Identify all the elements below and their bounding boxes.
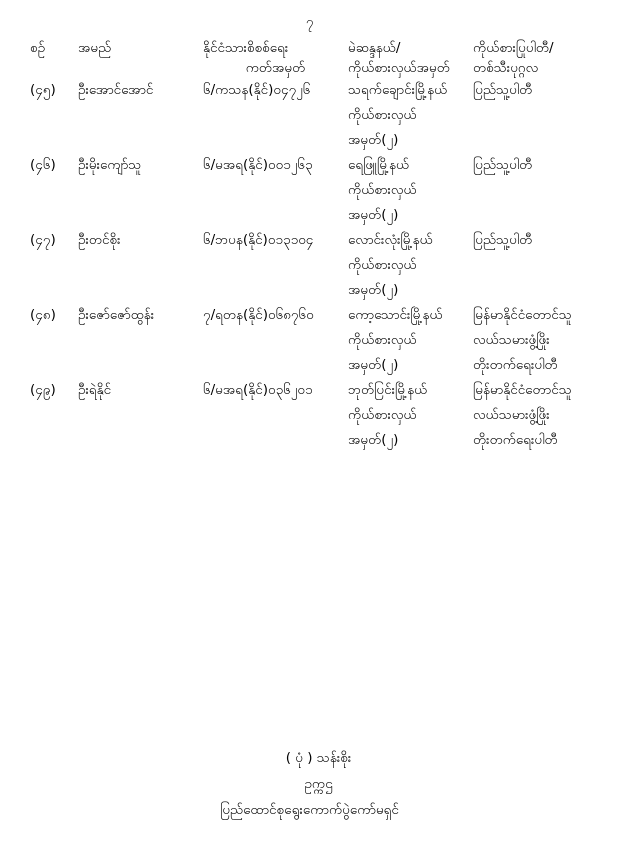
column-header-party-line-2: တစ်သီးပုဂ္ဂလ	[473, 60, 539, 76]
cell-nrc: ၇/ရတန(နိုင်)၀၆၈၇၆၀	[203, 307, 314, 323]
cell-no: (၄၈)	[30, 307, 56, 323]
cell-constituency-line: အမှတ်(၂)	[348, 432, 399, 448]
column-header-constituency	[348, 38, 473, 78]
table-row	[30, 153, 613, 228]
cell-constituency-line: ကိုယ်စားလှယ်	[348, 257, 417, 273]
signatory-organization: ပြည်ထောင်စုရွေးကောက်ပွဲကော်မရှင်	[220, 802, 399, 818]
representatives-table	[30, 38, 613, 453]
cell-constituency-line: ဘုတ်ပြင်းမြို့နယ်	[348, 382, 428, 398]
cell-constituency	[348, 78, 473, 153]
cell-party-line: မြန်မာနိုင်ငံတောင်သူ	[473, 307, 572, 323]
cell-constituency	[348, 153, 473, 228]
cell-party-line: တိုးတက်ရေးပါတီ	[473, 357, 558, 373]
table-header-row	[30, 38, 613, 78]
cell-constituency	[348, 303, 473, 378]
cell-constituency-line: လောင်းလုံးမြို့နယ်	[348, 232, 433, 248]
cell-constituency-line: ကိုယ်စားလှယ်	[348, 332, 417, 348]
cell-party	[473, 303, 613, 378]
column-header-name-line-1: အမည်	[78, 40, 112, 56]
column-header-party	[473, 38, 613, 78]
cell-no: (၄၆)	[30, 157, 56, 173]
column-header-name	[78, 38, 203, 78]
cell-constituency-line: ကော့သောင်းမြို့နယ်	[348, 307, 443, 323]
signatory-title: ဥက္ကဌ	[304, 776, 333, 792]
table-row	[30, 303, 613, 378]
column-header-constituency-line-1: မဲဆန္ဒနယ်/	[348, 40, 401, 56]
table-row	[30, 78, 613, 153]
cell-nrc: ၆/မအရ(နိုင်)၀၃၆၂၀၁	[203, 382, 313, 398]
cell-party-line: ပြည်သူ့ပါတီ	[473, 82, 533, 98]
column-header-nrc	[203, 38, 348, 78]
table-body	[30, 78, 613, 453]
signatory-name: ( ပုံ ) သန်းစိုး	[285, 750, 352, 766]
signature-block	[0, 745, 619, 823]
cell-name: ဦးရဲနိုင်	[78, 382, 112, 398]
column-header-nrc-line-1: နိုင်ငံသားစိစစ်ရေး	[203, 40, 289, 56]
cell-constituency-line: အမှတ်(၂)	[348, 207, 399, 223]
cell-constituency-line: အမှတ်(၂)	[348, 357, 399, 373]
cell-nrc: ၆/ကသန(နိုင်)၀၄၇၂၆	[203, 82, 311, 98]
cell-constituency-line: ကိုယ်စားလှယ်	[348, 407, 417, 423]
cell-party	[473, 153, 613, 228]
cell-constituency-line: သရက်ချောင်းမြို့နယ်	[348, 82, 448, 98]
cell-constituency-line: ကိုယ်စားလှယ်	[348, 182, 417, 198]
cell-no: (၄၅)	[30, 82, 56, 98]
cell-party-line: လယ်သမားဖွံ့ဖြိုး	[473, 332, 550, 348]
cell-constituency-line: အမှတ်(၂)	[348, 132, 399, 148]
cell-party	[473, 378, 613, 453]
cell-nrc: ၆/မအရ(နိုင်)၀၀၁၂၆၃	[203, 157, 313, 173]
column-header-nrc-line-2: ကတ်အမှတ်	[245, 60, 306, 76]
column-header-no	[30, 38, 78, 78]
table-header	[30, 38, 613, 78]
cell-no: (၄၇)	[30, 232, 56, 248]
column-header-constituency-line-2: ကိုယ်စားလှယ်အမှတ်	[348, 60, 450, 76]
column-header-no-line-1: စဥ်	[30, 40, 46, 56]
cell-party	[473, 228, 613, 303]
cell-party-line: လယ်သမားဖွံ့ဖြိုး	[473, 407, 550, 423]
cell-constituency	[348, 378, 473, 453]
column-header-party-line-1: ကိုယ်စားပြုပါတီ/	[473, 40, 554, 56]
cell-name: ဦးတင်စိုး	[78, 232, 121, 248]
page-number: ၇	[305, 15, 314, 30]
table-row	[30, 378, 613, 453]
cell-nrc: ၆/ဘပန(နိုင်)၀၁၃၁၀၄	[203, 232, 314, 248]
cell-party	[473, 78, 613, 153]
cell-name: ဦးမိုးကျော်သူ	[78, 157, 142, 173]
cell-no: (၄၉)	[30, 382, 56, 398]
cell-party-line: ပြည်သူ့ပါတီ	[473, 232, 533, 248]
cell-constituency-line: ရေဖြူမြို့နယ်	[348, 157, 410, 173]
cell-constituency-line: ကိုယ်စားလှယ်	[348, 107, 417, 123]
cell-party-line: မြန်မာနိုင်ငံတောင်သူ	[473, 382, 572, 398]
cell-party-line: ပြည်သူ့ပါတီ	[473, 157, 533, 173]
cell-name: ဦးဇော်ဇော်ထွန်း	[78, 307, 155, 323]
cell-name: ဦးအောင်အောင်	[78, 82, 154, 98]
cell-constituency	[348, 228, 473, 303]
table-row	[30, 228, 613, 303]
cell-constituency-line: အမှတ်(၂)	[348, 282, 399, 298]
cell-party-line: တိုးတက်ရေးပါတီ	[473, 432, 558, 448]
